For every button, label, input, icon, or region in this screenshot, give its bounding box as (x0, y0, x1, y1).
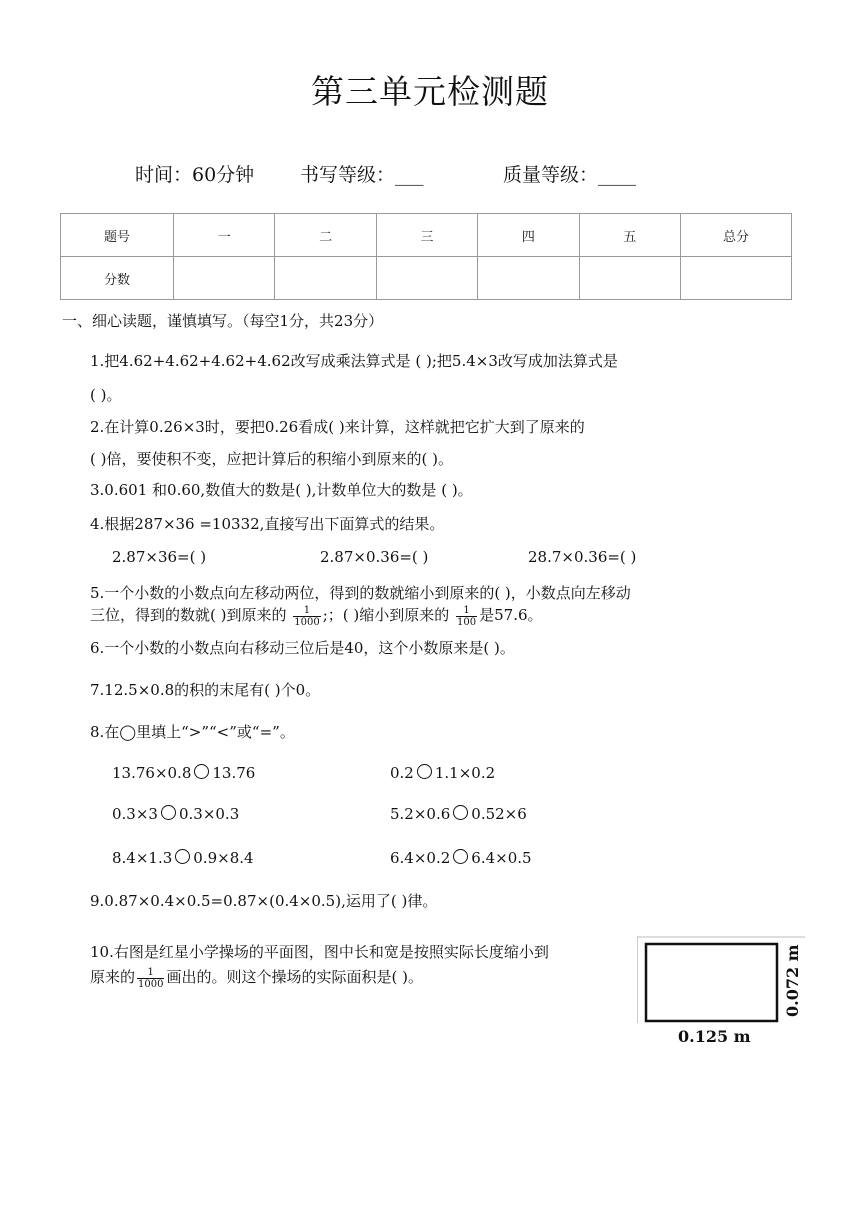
q5-text-c: 是57.6。 (479, 606, 543, 624)
score-table (60, 213, 792, 300)
score-cell[interactable] (478, 257, 579, 300)
q10-text-a: 原来的 (90, 968, 136, 986)
header-cell: 一 (174, 214, 275, 257)
denominator: 1000 (138, 978, 164, 990)
score-cell[interactable] (174, 257, 275, 300)
circle-blank[interactable] (175, 849, 190, 864)
compare-right: 6.4×0.5 (471, 849, 532, 867)
header-cell: 三 (376, 214, 477, 257)
q5-text-b: ;；( )缩小到原来的 (322, 606, 450, 624)
question-10-line1: 10.右图是红星小学操场的平面图，图中长和宽是按照实际长度缩小到 (90, 943, 549, 961)
question-5-line2 (90, 604, 543, 628)
numerator: 1 (293, 605, 320, 617)
numerator: 1 (137, 967, 164, 979)
circle-blank[interactable] (161, 805, 176, 820)
question-8-line1: 8.在◯里填上“>”“<”或“=”。 (90, 723, 295, 741)
question-2-line1: 2.在计算0.26×3时，要把0.26看成( )来计算，这样就把它扩大到了原来的 (90, 418, 585, 436)
score-cell[interactable] (376, 257, 477, 300)
quality-grade: 质量等级：____ (503, 164, 637, 186)
compare-right: 1.1×0.2 (434, 764, 496, 782)
question-1-line1: 1.把4.62+4.62+4.62+4.62改写成乘法算式是 ( );把5.4×3改写成加法算式是 (90, 352, 618, 370)
section-heading: 一、细心读题，谨慎填写。（每空1分，共23分） (62, 312, 384, 330)
score-cell[interactable] (275, 257, 376, 300)
compare-left: 0.3×3 (112, 805, 158, 823)
fraction (456, 605, 477, 628)
q5-text-a: 三位，得到的数就( )到原来的 (90, 606, 287, 624)
score-cell[interactable] (681, 257, 792, 300)
question-2-line2: ( )倍，要使积不变，应把计算后的积缩小到原来的( )。 (90, 450, 453, 468)
playground-rectangle (646, 944, 777, 1021)
header-cell: 五 (579, 214, 680, 257)
compare-item (112, 805, 239, 823)
circle-blank[interactable] (417, 764, 432, 779)
question-4-line1: 4.根据287×36 =10332,直接写出下面算式的结果。 (90, 515, 445, 533)
page-title: 第三单元检测题 (311, 72, 549, 111)
question-10-line2 (90, 966, 423, 990)
compare-right: 0.3×0.3 (178, 805, 240, 823)
compare-item (112, 849, 254, 867)
compare-right: 0.52×6 (471, 805, 527, 823)
circle-blank[interactable] (194, 764, 209, 779)
denominator: 100 (457, 616, 477, 628)
header-cell: 四 (478, 214, 579, 257)
compare-left: 5.2×0.6 (390, 805, 451, 823)
circle-blank[interactable] (453, 849, 468, 864)
question-7: 7.12.5×0.8的积的末尾有( )个0。 (90, 681, 321, 699)
fraction (293, 605, 320, 628)
compare-item (390, 764, 495, 782)
question-4-a: 2.87×36=( ) (112, 548, 207, 566)
width-label: 0.125 m (678, 1027, 751, 1045)
compare-left: 6.4×0.2 (390, 849, 451, 867)
height-label: 0.072 m (783, 944, 802, 1017)
compare-right: 0.9×8.4 (193, 849, 254, 867)
question-1-line2: ( )。 (90, 386, 122, 404)
compare-left: 8.4×1.3 (112, 849, 173, 867)
question-9: 9.0.87×0.4×0.5=0.87×(0.4×0.5),运用了( )律。 (90, 892, 438, 910)
question-3: 3.0.601 和0.60,数值大的数是( ),计数单位大的数是 ( )。 (90, 481, 473, 499)
playground-figure (637, 935, 807, 1045)
compare-left: 0.2 (390, 764, 414, 782)
compare-item (390, 805, 527, 823)
compare-right: 13.76 (212, 764, 256, 782)
score-cell[interactable] (579, 257, 680, 300)
question-4-c: 28.7×0.36=( ) (528, 548, 637, 566)
header-cell: 二 (275, 214, 376, 257)
compare-item (112, 764, 255, 782)
writing-grade: 书写等级：___ (300, 164, 424, 186)
header-cell: 总分 (681, 214, 792, 257)
row-label: 分数 (61, 257, 174, 300)
q10-text-b: 画出的。则这个操场的实际面积是( )。 (166, 968, 423, 986)
compare-left: 13.76×0.8 (112, 764, 192, 782)
circle-blank[interactable] (453, 805, 468, 820)
numerator: 1 (456, 605, 477, 617)
question-5-line1: 5.一个小数的小数点向左移动两位，得到的数就缩小到原来的( )，小数点向左移动 (90, 584, 631, 602)
header-cell: 题号 (61, 214, 174, 257)
question-6: 6.一个小数的小数点向右移动三位后是40，这个小数原来是( )。 (90, 639, 515, 657)
denominator: 1000 (294, 616, 320, 628)
time-info: 时间：60分钟 (135, 164, 255, 186)
compare-item (390, 849, 532, 867)
question-4-b: 2.87×0.36=( ) (320, 548, 429, 566)
fraction (137, 967, 164, 990)
